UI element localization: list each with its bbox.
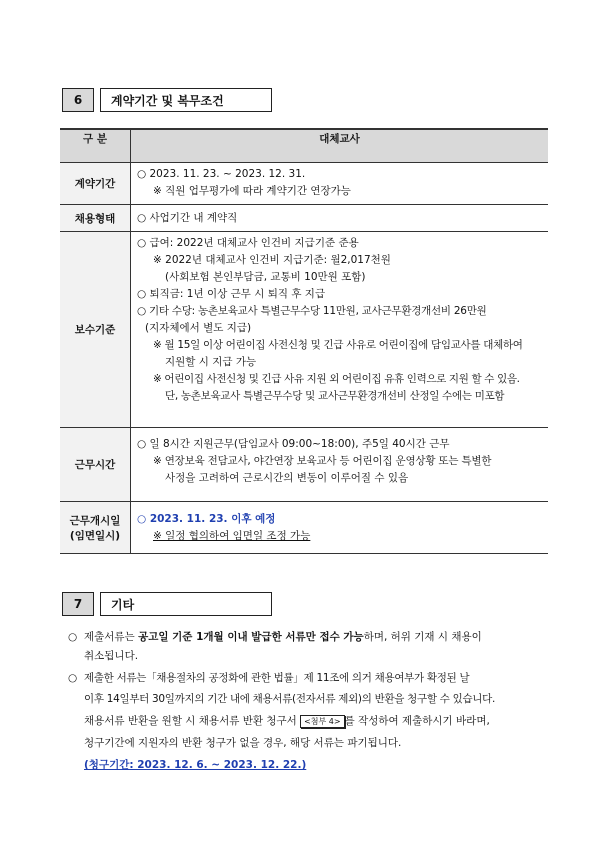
row-label-start-line1: 근무개시일 — [69, 514, 121, 527]
pay-line: ※ 월 15일 이상 어린이집 사전신청 및 긴급 사유로 어린이집에 담임교사를 대체하여 — [153, 339, 523, 351]
contract-period: ○ 2023. 11. 23. ~ 2023. 12. 31. — [137, 168, 306, 180]
pay-line: ○ 급여: 2022년 대체교사 인건비 지급기준 준용 — [137, 237, 359, 249]
note-emphasis: 공고일 기준 1개월 이내 발급한 서류만 접수 가능 — [138, 631, 364, 643]
pay-line: (지자체에서 별도 지급) — [145, 322, 252, 334]
request-period: (청구기간: 2023. 12. 6. ~ 2023. 12. 22.) — [84, 759, 307, 771]
notes-block — [68, 628, 558, 776]
pay-line: 지원할 시 지급 가능 — [165, 356, 257, 368]
start-note: ※ 일정 협의하여 임면일 조정 가능 — [153, 529, 311, 542]
conditions-table — [60, 128, 548, 554]
pay-line: ※ 2022년 대체교사 인건비 지급기준: 월2,017천원 — [153, 254, 391, 266]
section-6-heading — [62, 88, 272, 112]
note-continuation: 청구기간에 지원자의 반환 청구가 없을 경우, 해당 서류는 파기됩니다. — [84, 737, 402, 749]
note-text: 를 작성하여 제출하시기 바라며, — [344, 715, 490, 727]
bullet: ○ — [68, 672, 77, 684]
table-row — [60, 163, 548, 205]
row-label-pay: 보수기준 — [60, 232, 131, 428]
table-row — [60, 502, 548, 554]
pay-line: ○ 기타 수당: 농촌보육교사 특별근무수당 11만원, 교사근무환경개선비 26만원 — [137, 305, 487, 317]
note-text: 하며, 허위 기재 시 채용이 — [363, 631, 482, 643]
note-continuation: 취소됩니다. — [84, 650, 139, 662]
note-text: 제출한 서류는「채용절차의 공정화에 관한 법률」제 11조에 의거 채용여부가 확정된 날 — [84, 672, 470, 684]
section-7-heading — [62, 592, 272, 616]
row-label-hours: 근무시간 — [60, 428, 131, 502]
pay-line: 단, 농촌보육교사 특별근무수당 및 교사근무환경개선비 산정일 수에는 미포함 — [165, 390, 505, 402]
start-date: ○ 2023. 11. 23. 이후 예정 — [137, 512, 276, 525]
note-item — [68, 628, 558, 647]
pay-line: ※ 어린이집 사전신청 및 긴급 사유 지원 외 어린이집 유휴 인력으로 지원 할 수 있음. — [153, 373, 520, 385]
section-title: 기타 — [100, 592, 272, 616]
note-text: 채용서류 반환을 원할 시 채용서류 반환 청구서 — [84, 715, 297, 727]
note-item — [68, 669, 558, 688]
section-number: 7 — [62, 592, 94, 616]
section-title: 계약기간 및 복무조건 — [100, 88, 272, 112]
hours-line: ○ 일 8시간 지원근무(담임교사 09:00~18:00), 주5일 40시간 근무 — [137, 438, 450, 450]
bullet: ○ — [68, 631, 78, 643]
row-label-start-line2: (임면일시) — [69, 529, 121, 542]
pay-line: ○ 퇴직금: 1년 이상 근무 시 퇴직 후 지급 — [137, 288, 326, 300]
attachment-tag: <첨부 4> — [300, 715, 345, 728]
section-number: 6 — [62, 88, 94, 112]
row-label-start — [60, 502, 131, 554]
table-row — [60, 232, 548, 428]
row-label-contract: 계약기간 — [60, 163, 131, 205]
header-substitute-teacher: 대체교사 — [131, 129, 549, 163]
note-continuation: 이후 14일부터 30일까지의 기간 내에 채용서류(전자서류 제외)의 반환을 청구할 수 있습니다. — [84, 693, 496, 705]
note-text: 제출서류는 — [84, 631, 139, 643]
table-row — [60, 205, 548, 232]
pay-line: (사회보험 본인부담금, 교통비 10만원 포함) — [165, 271, 366, 283]
row-label-employment: 채용형태 — [60, 205, 131, 232]
contract-note: ※ 직원 업무평가에 따라 계약기간 연장가능 — [153, 185, 351, 197]
note-continuation — [68, 710, 558, 732]
table-row — [60, 428, 548, 502]
employment-type: ○ 사업기간 내 계약직 — [137, 211, 238, 224]
hours-line: 사정을 고려하여 근로시간의 변동이 이루어질 수 있음 — [165, 472, 409, 484]
hours-line: ※ 연장보육 전담교사, 야간연장 보육교사 등 어린이집 운영상황 또는 특별한 — [153, 455, 492, 467]
header-category: 구 분 — [60, 129, 131, 163]
table-header-row — [60, 129, 548, 163]
